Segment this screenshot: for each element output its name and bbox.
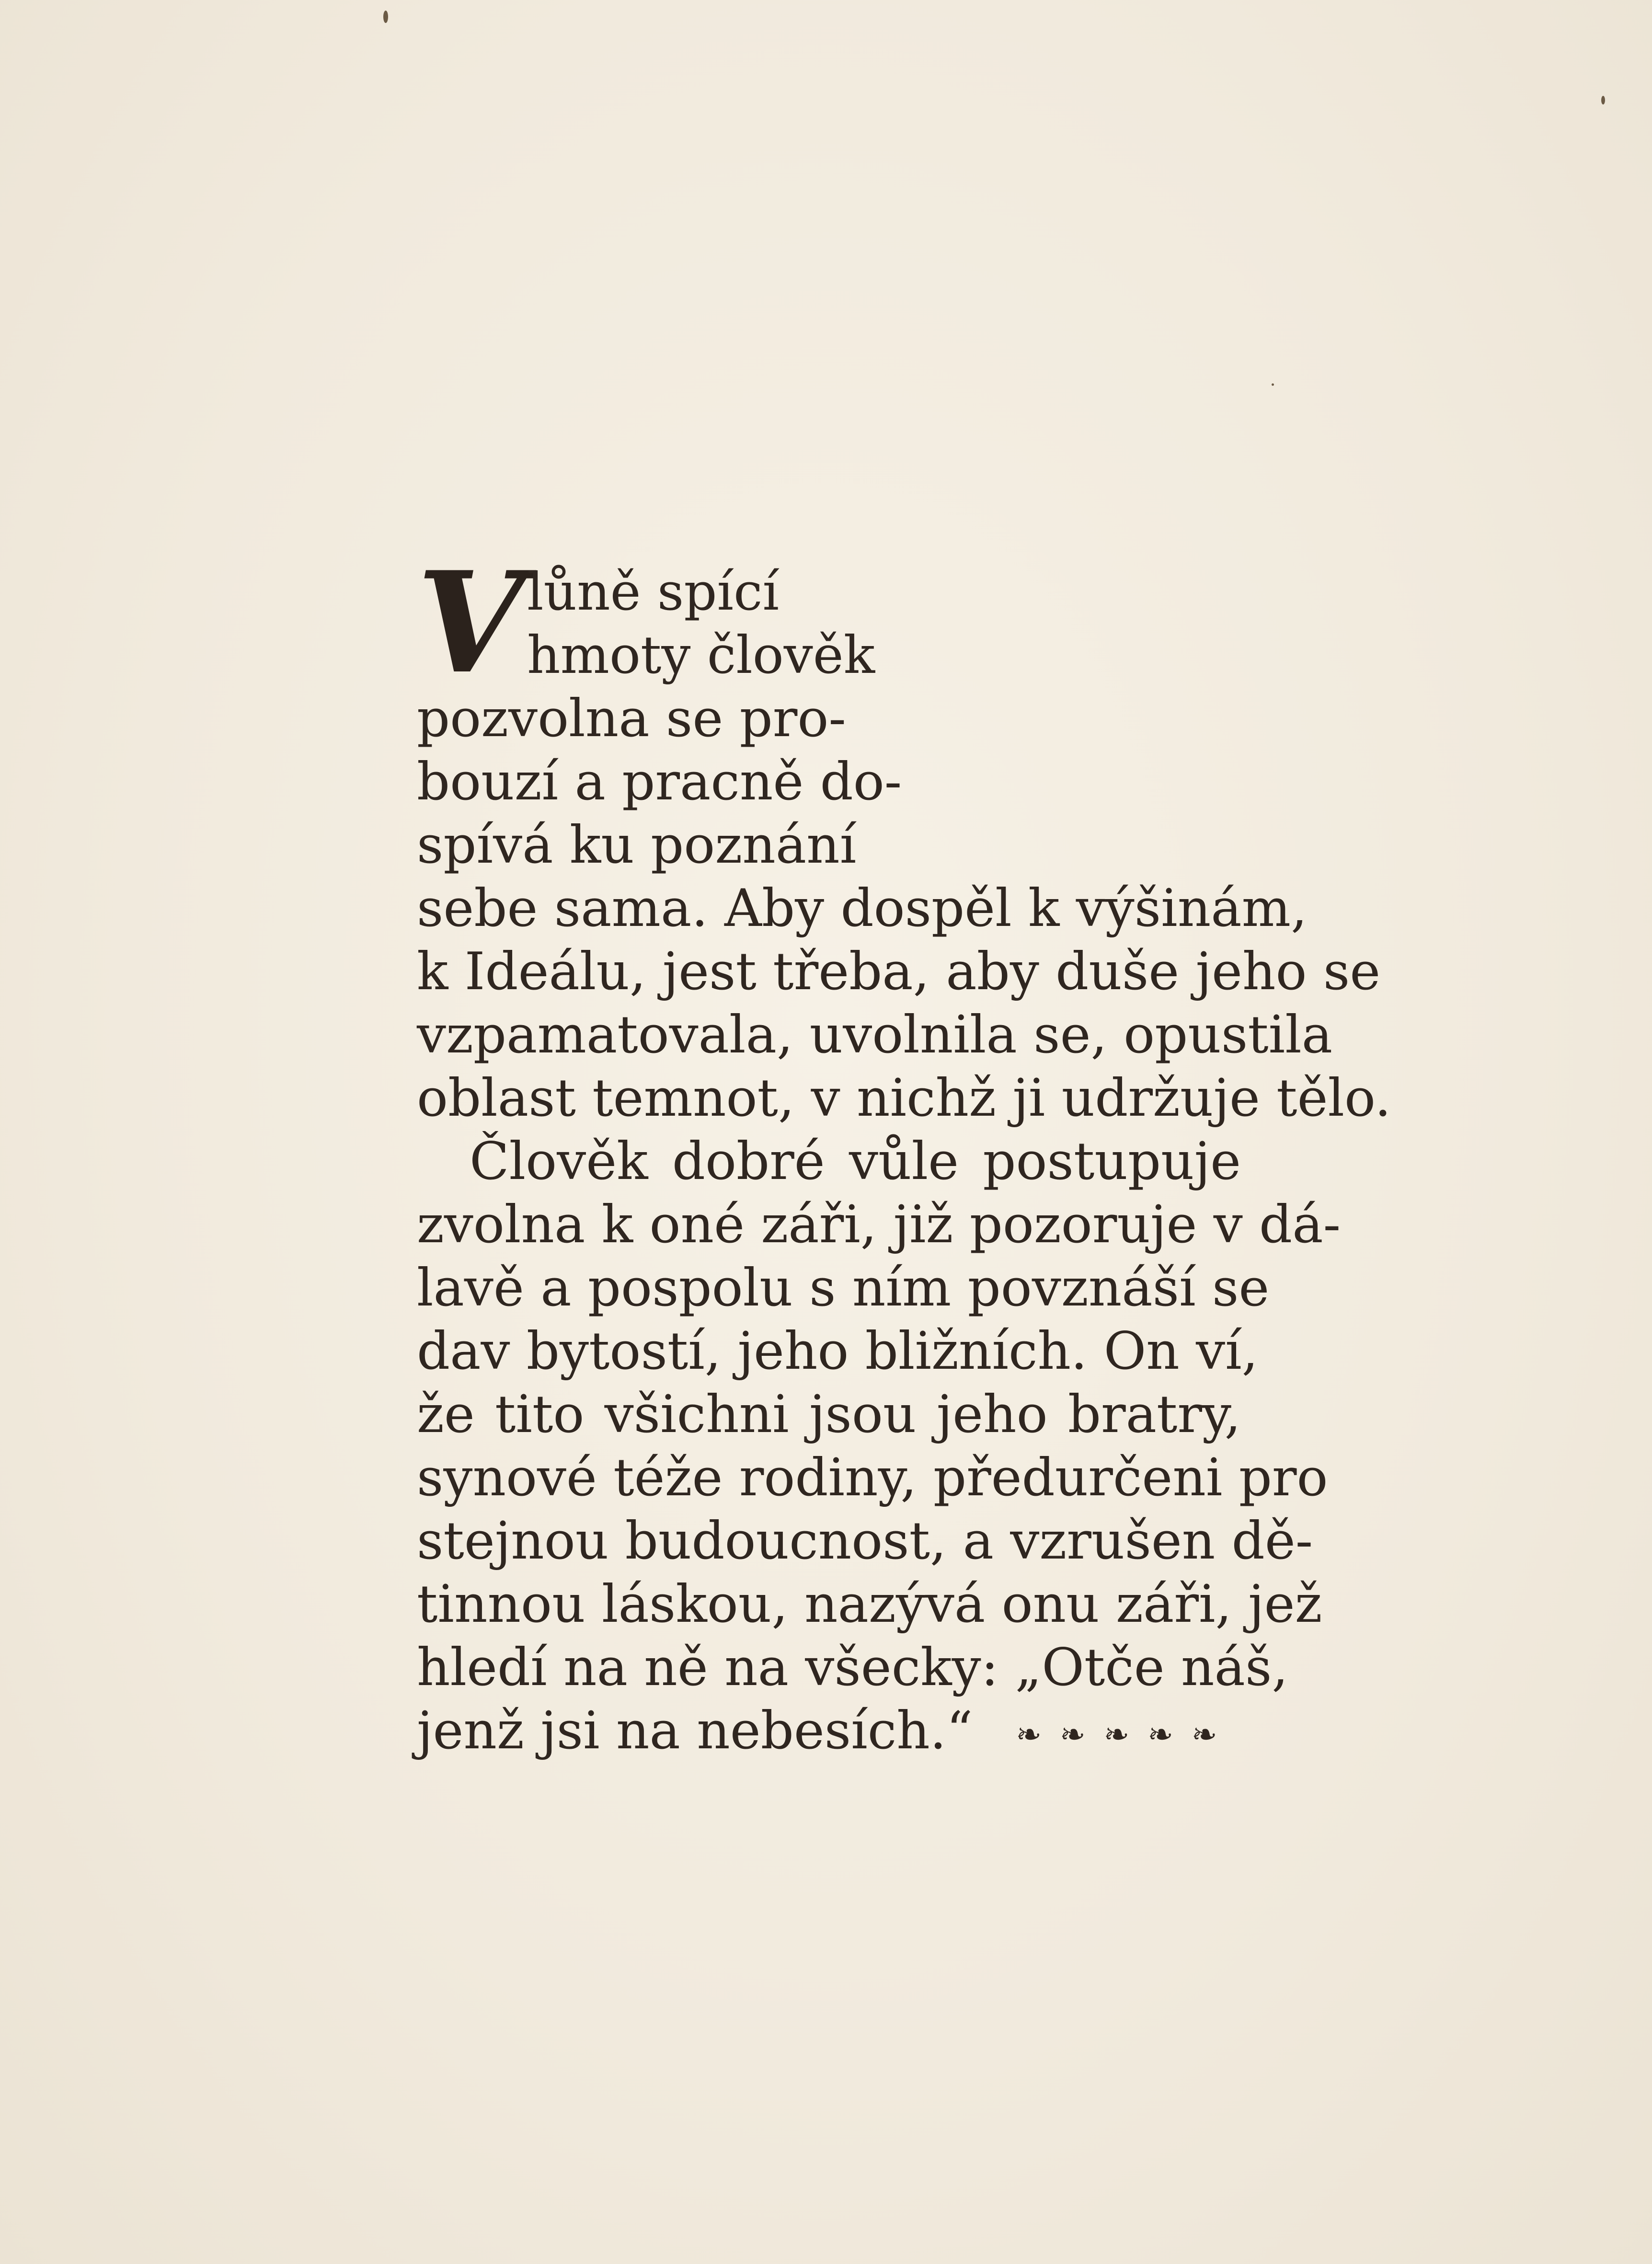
- ornament-leaves-icon: ❧❧❧❧❧: [1016, 1717, 1236, 1753]
- text-line: hmoty člověk: [527, 625, 875, 685]
- text-line: sebe sama. Aby dospěl k výšinám,: [417, 878, 1308, 938]
- text-block: [417, 542, 1391, 1763]
- text-line: stejnou budoucnost, a vzrušen dě-: [417, 1511, 1313, 1571]
- text-line: oblast temnot, v nichž ji udržuje tělo.: [417, 1068, 1391, 1128]
- text-line: hledí na ně na všecky: „Otče náš,: [417, 1638, 1288, 1698]
- paper-speck: [383, 11, 388, 23]
- paper-speck: [1272, 383, 1274, 386]
- text-line: vzpamatovala, uvolnila se, opustila: [417, 1005, 1333, 1065]
- text-line: bouzí a pracně do-: [417, 752, 902, 812]
- text-line: k Ideálu, jest třeba, aby duše jeho se: [417, 942, 1381, 1002]
- text-line: pozvolna se pro-: [417, 689, 846, 749]
- text-line: dav bytostí, jeho bližních. On ví,: [417, 1321, 1259, 1381]
- final-line: [417, 1699, 1241, 1763]
- text-line: lůně spící: [527, 562, 780, 622]
- text-line: zvolna k oné záři, již pozoruje v dá-: [417, 1195, 1341, 1255]
- opening-paragraph-head: [417, 542, 1241, 877]
- paper-speck: [1601, 96, 1605, 104]
- text-line: spívá ku poznání: [417, 815, 857, 875]
- text-line: tinnou láskou, nazývá onu záři, jež: [417, 1574, 1322, 1634]
- text-line: Člověk dobré vůle postupuje: [470, 1132, 1241, 1191]
- text-line: že tito všichni jsou jeho bratry,: [417, 1385, 1241, 1444]
- text-line: synové téže rodiny, předurčeni pro: [417, 1448, 1328, 1508]
- drop-cap-lines: [417, 542, 902, 877]
- text-line: lavě a pospolu s ním povznáší se: [417, 1258, 1270, 1318]
- text-line: jenž jsi na nebesích.“: [417, 1701, 973, 1761]
- drop-cap: V: [417, 542, 525, 705]
